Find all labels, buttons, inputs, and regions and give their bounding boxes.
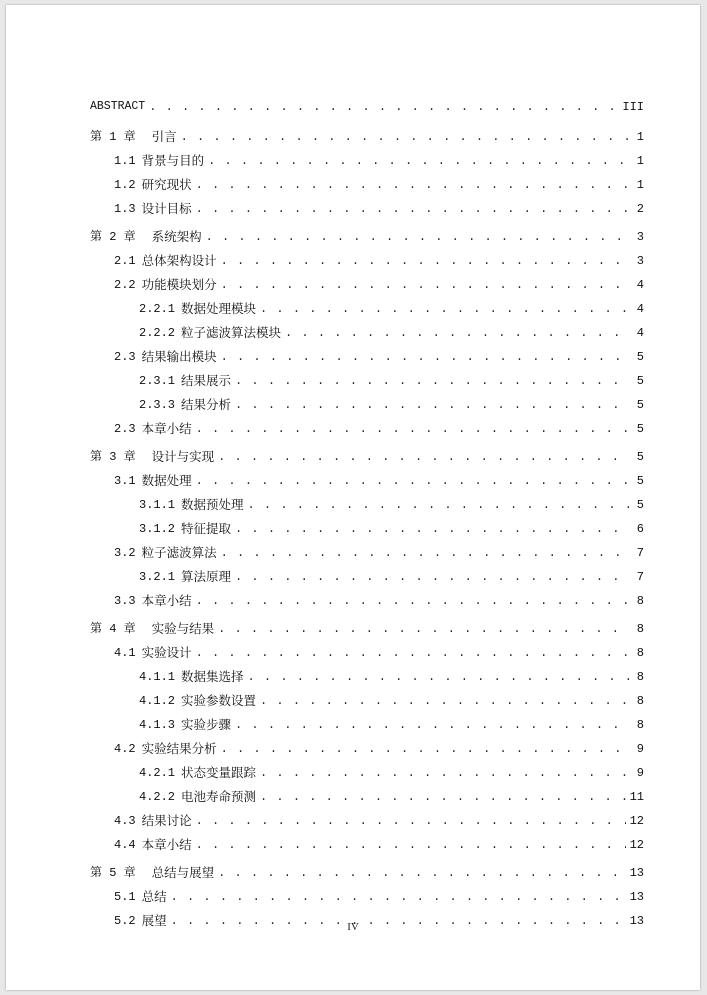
toc-entry-level-3[interactable] xyxy=(90,323,644,341)
section-number: 4.1.1 xyxy=(139,670,176,684)
section-number: 4.2.1 xyxy=(139,766,176,780)
section-number: 4.1 xyxy=(114,646,136,660)
toc-entry-level-3[interactable] xyxy=(90,763,644,781)
toc-entry-page: 3 xyxy=(636,254,644,268)
toc-entry-level-2[interactable] xyxy=(90,887,644,905)
chapter-number: 第 5 章 xyxy=(90,866,136,880)
toc-entry-level-3[interactable] xyxy=(90,299,644,317)
toc-entry-page: 9 xyxy=(636,742,644,756)
toc-entry-page: 11 xyxy=(629,790,644,804)
toc-entry-page: 5 xyxy=(636,422,644,436)
toc-entry-page: III xyxy=(622,100,644,114)
toc-entry-page: 7 xyxy=(636,546,644,560)
dot-leader xyxy=(235,521,630,537)
toc-entry-title: 总结 xyxy=(141,889,167,904)
chapter-number: 第 3 章 xyxy=(90,450,136,464)
toc-entry-level-2[interactable] xyxy=(90,643,644,661)
toc-entry-level-1[interactable] xyxy=(90,619,644,637)
toc-entry-page: 5 xyxy=(636,450,644,464)
dot-leader xyxy=(248,669,630,685)
toc-entry-page: 8 xyxy=(636,694,644,708)
toc-entry-title: 实验步骤 xyxy=(181,717,232,732)
toc-entry-page: 9 xyxy=(636,766,644,780)
toc-entry-page: 3 xyxy=(636,230,644,244)
dot-leader xyxy=(196,473,630,489)
toc-entry-title: 数据处理模块 xyxy=(181,301,257,316)
dot-leader xyxy=(218,449,630,465)
dot-leader xyxy=(181,129,630,145)
toc-entry-level-3[interactable] xyxy=(90,395,644,413)
toc-entry-page: 1 xyxy=(636,178,644,192)
toc-entry-level-1[interactable] xyxy=(90,447,644,465)
toc-entry-level-3[interactable] xyxy=(90,691,644,709)
toc-entry-page: 5 xyxy=(636,474,644,488)
toc-entry-page: 8 xyxy=(636,622,644,636)
dot-leader xyxy=(149,99,618,115)
toc-entry-abstract[interactable] xyxy=(90,97,644,115)
dot-leader xyxy=(218,621,630,637)
toc-entry-page: 8 xyxy=(636,646,644,660)
toc-entry-page: 13 xyxy=(629,890,644,904)
toc-entry-page: 1 xyxy=(636,154,644,168)
toc-entry-title: 设计与实现 xyxy=(151,449,215,464)
toc-entry-title: 背景与目的 xyxy=(141,153,205,168)
section-number: 4.2.2 xyxy=(139,790,176,804)
section-number: 2.3 xyxy=(114,350,136,364)
section-number: 2.3 xyxy=(114,422,136,436)
section-number: 5.2 xyxy=(114,914,136,928)
toc-entry-title: 粒子滤波算法 xyxy=(141,545,217,560)
toc-entry-page: 8 xyxy=(636,594,644,608)
section-number: 3.1.1 xyxy=(139,498,176,512)
section-number: 1.2 xyxy=(114,178,136,192)
chapter-number: 第 1 章 xyxy=(90,130,136,144)
dot-leader xyxy=(248,497,630,513)
toc-entry-level-2[interactable] xyxy=(90,811,644,829)
toc-entry-title: 状态变量跟踪 xyxy=(181,765,257,780)
dot-leader xyxy=(221,253,630,269)
document-page xyxy=(6,5,700,990)
dot-leader xyxy=(235,569,630,585)
dot-leader xyxy=(260,765,630,781)
dot-leader xyxy=(235,717,630,733)
section-number: 5.1 xyxy=(114,890,136,904)
section-number: 1.1 xyxy=(114,154,136,168)
toc-entry-level-2[interactable] xyxy=(90,739,644,757)
toc-entry-title: 总体架构设计 xyxy=(141,253,217,268)
toc-entry-page: 5 xyxy=(636,350,644,364)
dot-leader xyxy=(218,865,625,881)
toc-entry-page: 6 xyxy=(636,522,644,536)
toc-entry-title: 功能模块划分 xyxy=(141,277,217,292)
section-number: 4.1.3 xyxy=(139,718,176,732)
section-number: 3.1.2 xyxy=(139,522,176,536)
toc-entry-level-2[interactable] xyxy=(90,151,644,169)
dot-leader xyxy=(221,277,630,293)
toc-entry-page: 13 xyxy=(629,866,644,880)
chapter-number: 第 2 章 xyxy=(90,230,136,244)
toc-entry-page: 12 xyxy=(629,838,644,852)
toc-entry-level-2[interactable] xyxy=(90,175,644,193)
toc-entry-level-3[interactable] xyxy=(90,495,644,513)
toc-entry-level-1[interactable] xyxy=(90,127,644,145)
toc-entry-level-2[interactable] xyxy=(90,543,644,561)
toc-entry-title: 研究现状 xyxy=(141,177,192,192)
section-number: 3.1 xyxy=(114,474,136,488)
toc-entry-title: 特征提取 xyxy=(181,521,232,536)
toc-entry-page: 4 xyxy=(636,326,644,340)
toc-entry-level-2[interactable] xyxy=(90,835,644,853)
toc-entry-page: 7 xyxy=(636,570,644,584)
toc-entry-title: 数据处理 xyxy=(141,473,192,488)
toc-entry-page: 5 xyxy=(636,498,644,512)
dot-leader xyxy=(206,229,630,245)
toc-entry-level-3[interactable] xyxy=(90,371,644,389)
toc-entry-level-3[interactable] xyxy=(90,715,644,733)
dot-leader xyxy=(196,177,630,193)
toc-entry-title: 展望 xyxy=(141,913,167,928)
dot-leader xyxy=(285,325,630,341)
toc-entry-title: 结果分析 xyxy=(181,397,232,412)
section-number: 4.2 xyxy=(114,742,136,756)
dot-leader xyxy=(260,693,630,709)
toc-entry-title: 本章小结 xyxy=(141,593,192,608)
section-number: 2.2.1 xyxy=(139,302,176,316)
section-number: 2.2 xyxy=(114,278,136,292)
section-number: 2.1 xyxy=(114,254,136,268)
dot-leader xyxy=(235,373,630,389)
toc-entry-title: 实验设计 xyxy=(141,645,192,660)
section-number: 4.4 xyxy=(114,838,136,852)
toc-entry-title: 实验与结果 xyxy=(151,621,215,636)
dot-leader xyxy=(196,421,630,437)
toc-entry-level-2[interactable] xyxy=(90,347,644,365)
toc-entry-page: 5 xyxy=(636,374,644,388)
toc-entry-level-3[interactable] xyxy=(90,667,644,685)
toc-entry-page: 12 xyxy=(629,814,644,828)
dot-leader xyxy=(221,349,630,365)
toc-entry-page: 8 xyxy=(636,718,644,732)
dot-leader xyxy=(208,153,630,169)
toc-entry-title: 系统架构 xyxy=(151,229,202,244)
dot-leader xyxy=(235,397,630,413)
dot-leader xyxy=(221,545,630,561)
section-number: 3.2 xyxy=(114,546,136,560)
section-number: 3.3 xyxy=(114,594,136,608)
toc-entry-level-3[interactable] xyxy=(90,787,644,805)
toc-entry-title: 本章小结 xyxy=(141,421,192,436)
section-number: 4.3 xyxy=(114,814,136,828)
toc-entry-page: 5 xyxy=(636,398,644,412)
toc-entry-level-1[interactable] xyxy=(90,227,644,245)
dot-leader xyxy=(196,645,630,661)
toc-entry-title: 粒子滤波算法模块 xyxy=(181,325,282,340)
toc-entry-level-2[interactable] xyxy=(90,251,644,269)
section-number: 4.1.2 xyxy=(139,694,176,708)
section-number: 2.3.3 xyxy=(139,398,176,412)
toc-entry-title: 结果展示 xyxy=(181,373,232,388)
toc-entry-page: 13 xyxy=(629,914,644,928)
toc-entry-title: 数据集选择 xyxy=(181,669,244,684)
dot-leader xyxy=(260,301,630,317)
toc-entry-title: 实验结果分析 xyxy=(141,741,217,756)
toc-entry-page: 4 xyxy=(636,278,644,292)
section-number: 2.2.2 xyxy=(139,326,176,340)
toc-entry-level-2[interactable] xyxy=(90,419,644,437)
toc-entry-level-1[interactable] xyxy=(90,863,644,881)
toc-entry-level-3[interactable] xyxy=(90,567,644,585)
toc-entry-title: 实验参数设置 xyxy=(181,693,257,708)
page-number: IV xyxy=(347,921,359,933)
chapter-number: 第 4 章 xyxy=(90,622,136,636)
toc-entry-title: 设计目标 xyxy=(141,201,192,216)
toc-entry-page: 8 xyxy=(636,670,644,684)
toc-entry-title: 本章小结 xyxy=(141,837,192,852)
dot-leader xyxy=(260,789,626,805)
toc-entry-title: 总结与展望 xyxy=(151,865,215,880)
toc-entry-level-2[interactable] xyxy=(90,199,644,217)
dot-leader xyxy=(196,593,630,609)
toc-entry-title: 结果输出模块 xyxy=(141,349,217,364)
dot-leader xyxy=(196,837,626,853)
section-number: 3.2.1 xyxy=(139,570,176,584)
toc-entry-page: 2 xyxy=(636,202,644,216)
dot-leader xyxy=(221,741,630,757)
toc-entry-title: 引言 xyxy=(151,129,177,144)
toc-entry-title: 电池寿命预测 xyxy=(181,789,257,804)
dot-leader xyxy=(171,889,626,905)
dot-leader xyxy=(196,813,626,829)
section-number: 1.3 xyxy=(114,202,136,216)
toc-entry-title: 数据预处理 xyxy=(181,497,244,512)
toc-entry-title: 算法原理 xyxy=(181,569,232,584)
toc-entry-level-2[interactable] xyxy=(90,471,644,489)
toc-entry-title: 结果讨论 xyxy=(141,813,192,828)
toc-entry-page: 4 xyxy=(636,302,644,316)
toc-entry-level-2[interactable] xyxy=(90,591,644,609)
toc-entry-title: ABSTRACT xyxy=(90,100,146,113)
section-number: 2.3.1 xyxy=(139,374,176,388)
toc-entry-page: 1 xyxy=(636,130,644,144)
dot-leader xyxy=(196,201,630,217)
toc-entry-level-3[interactable] xyxy=(90,519,644,537)
toc-entry-level-2[interactable] xyxy=(90,275,644,293)
